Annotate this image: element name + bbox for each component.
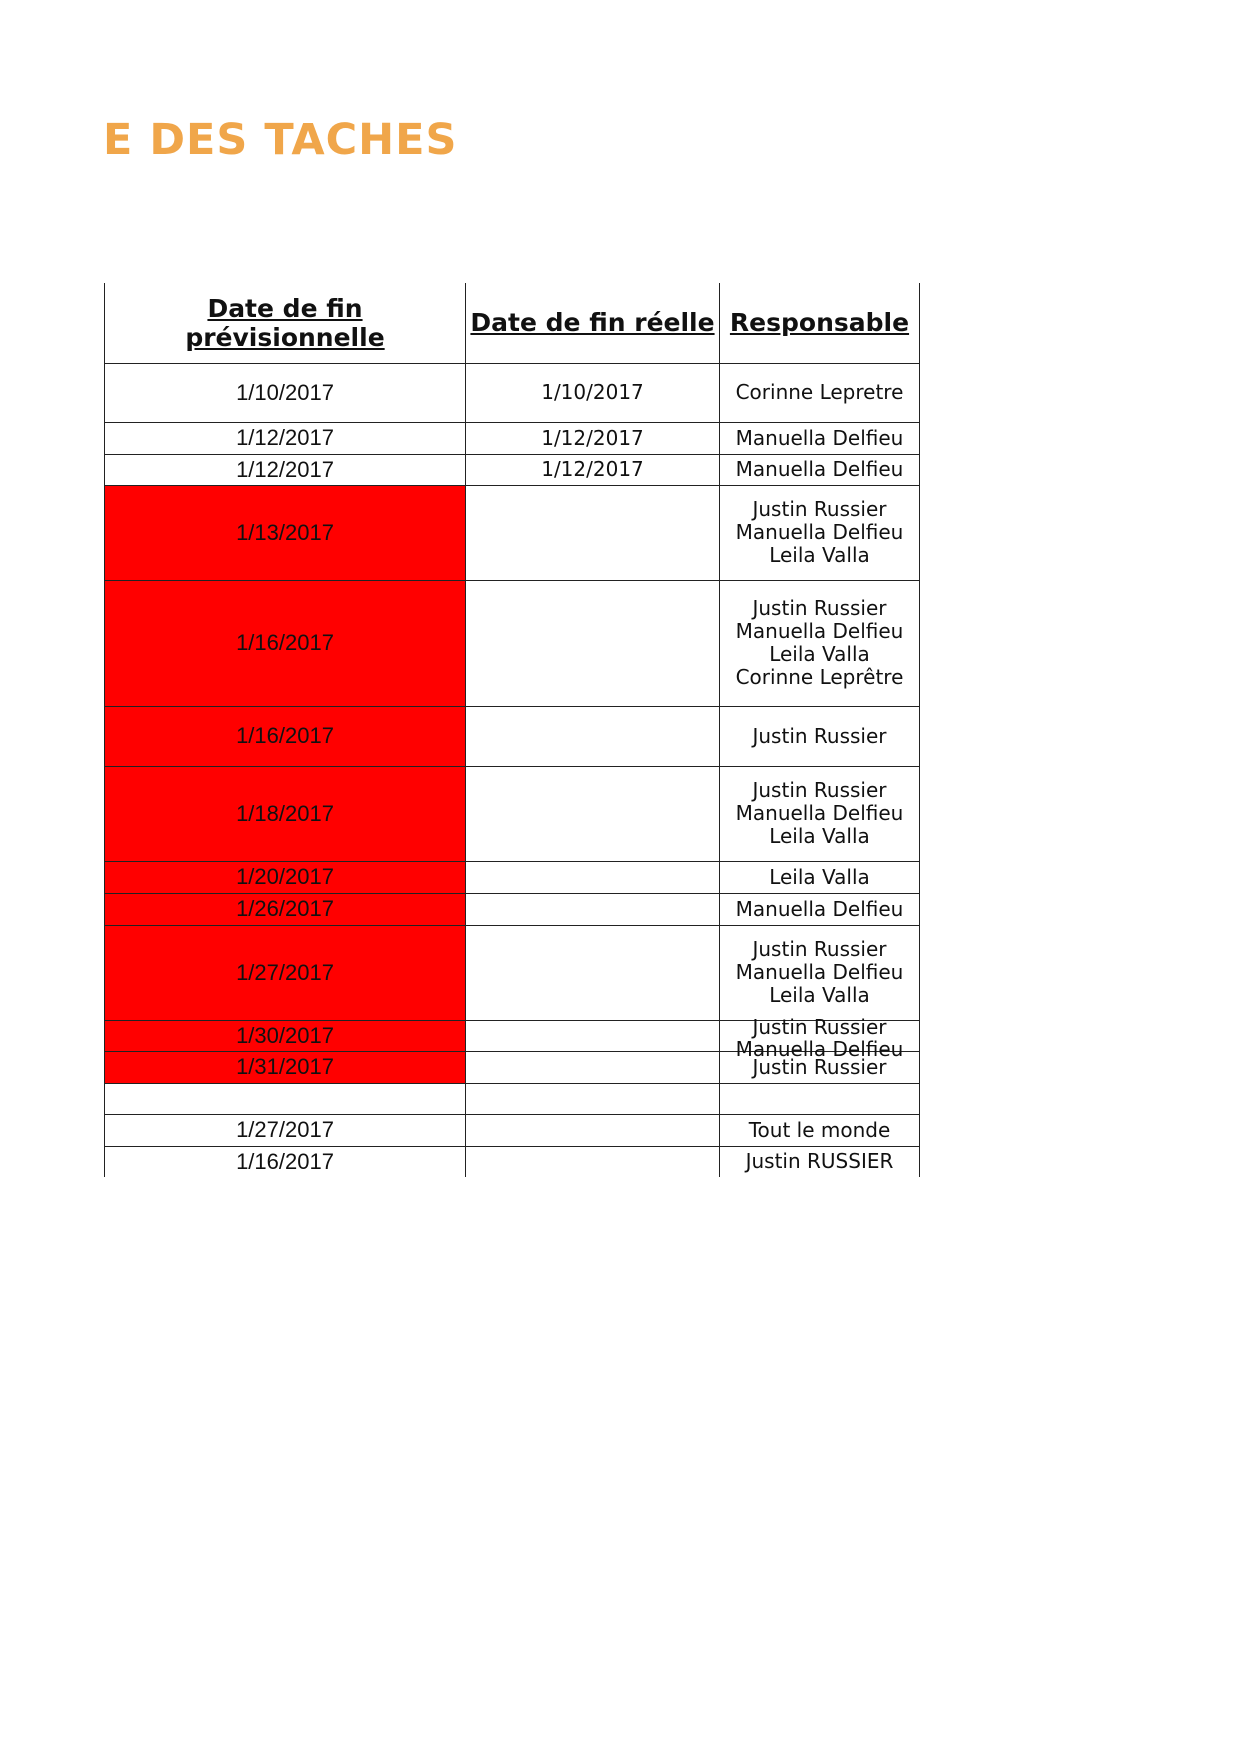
- responsible-cell: [720, 454, 920, 485]
- responsible-name: Justin Russier: [752, 723, 887, 748]
- table-row: [105, 925, 920, 1020]
- table-row: [105, 1114, 920, 1146]
- actual-end-cell: 1/12/2017: [466, 422, 720, 454]
- header-actual-end: Date de fin réelle: [466, 283, 720, 363]
- responsible-list: [720, 458, 919, 481]
- table-row: [105, 861, 920, 893]
- responsible-name: Justin RUSSIER: [745, 1149, 894, 1174]
- table-row: [105, 485, 920, 580]
- responsible-name: Corinne Lepretre: [735, 380, 904, 404]
- table-row: [105, 454, 920, 485]
- table-row: [105, 893, 920, 925]
- responsible-cell: [720, 363, 920, 422]
- planned-end-cell: 1/16/2017: [105, 1146, 466, 1177]
- header-responsible: Responsable: [720, 283, 920, 363]
- responsible-name: Manuella Delfieu: [735, 619, 904, 643]
- responsible-cell: [720, 422, 920, 454]
- responsible-cell: [720, 706, 920, 766]
- responsible-list: [720, 898, 919, 921]
- actual-end-cell: [466, 580, 720, 706]
- table-header-row: [105, 283, 920, 363]
- responsible-name: Justin Russier: [752, 778, 887, 802]
- planned-end-cell: 1/20/2017: [105, 861, 466, 893]
- responsible-name: Leila Valla: [769, 824, 870, 848]
- responsible-list: [720, 1150, 919, 1173]
- table-row: [105, 1020, 920, 1051]
- responsible-list: [720, 779, 919, 848]
- table-row: [105, 1146, 920, 1177]
- responsible-list: [720, 938, 919, 1007]
- responsible-name: Justin Russier: [752, 497, 887, 521]
- actual-end-cell: [466, 1083, 720, 1114]
- responsible-list: [720, 1119, 919, 1142]
- tasks-table: [104, 283, 920, 1177]
- responsible-cell: [720, 766, 920, 861]
- responsible-name: Manuella Delfieu: [735, 425, 904, 450]
- planned-end-cell: 1/31/2017: [105, 1051, 466, 1083]
- planned-end-cell: 1/18/2017: [105, 766, 466, 861]
- actual-end-cell: 1/12/2017: [466, 454, 720, 485]
- responsible-cell: [720, 893, 920, 925]
- planned-end-cell: 1/13/2017: [105, 485, 466, 580]
- responsible-list: [720, 498, 919, 567]
- responsible-name: Manuella Delfieu: [735, 960, 904, 984]
- table-row: [105, 422, 920, 454]
- responsible-name: Manuella Delfieu: [735, 457, 904, 481]
- planned-end-cell: [105, 1083, 466, 1114]
- planned-end-cell: 1/30/2017: [105, 1020, 466, 1051]
- responsible-list: [720, 725, 919, 748]
- table-row: [105, 363, 920, 422]
- responsible-cell: [720, 1146, 920, 1177]
- responsible-name: Manuella Delfieu: [735, 896, 904, 921]
- table-row: [105, 706, 920, 766]
- actual-end-cell: 1/10/2017: [466, 363, 720, 422]
- table-row: [105, 1051, 920, 1083]
- planned-end-cell: 1/12/2017: [105, 454, 466, 485]
- planned-end-cell: 1/16/2017: [105, 580, 466, 706]
- responsible-cell: [720, 925, 920, 1020]
- responsible-list: [720, 866, 919, 889]
- responsible-list: [720, 427, 919, 450]
- page-title: E DES TACHES: [103, 115, 458, 165]
- actual-end-cell: [466, 1114, 720, 1146]
- planned-end-cell: 1/26/2017: [105, 893, 466, 925]
- actual-end-cell: [466, 485, 720, 580]
- responsible-name: Leila Valla: [769, 543, 870, 567]
- actual-end-cell: [466, 766, 720, 861]
- responsible-list: [720, 1014, 919, 1061]
- planned-end-cell: 1/10/2017: [105, 363, 466, 422]
- responsible-name: Leila Valla: [769, 642, 870, 666]
- planned-end-cell: 1/27/2017: [105, 1114, 466, 1146]
- responsible-name: Manuella Delfieu: [735, 1036, 904, 1061]
- responsible-cell: [720, 580, 920, 706]
- actual-end-cell: [466, 1146, 720, 1177]
- table-row: [105, 766, 920, 861]
- responsible-name: Leila Valla: [769, 864, 870, 889]
- table-row: [105, 580, 920, 706]
- planned-end-cell: 1/12/2017: [105, 422, 466, 454]
- responsible-name: Justin Russier: [752, 1014, 887, 1039]
- actual-end-cell: [466, 861, 720, 893]
- actual-end-cell: [466, 706, 720, 766]
- responsible-name: Leila Valla: [769, 983, 870, 1007]
- responsible-name: Justin Russier: [752, 1054, 887, 1079]
- planned-end-cell: 1/16/2017: [105, 706, 466, 766]
- actual-end-cell: [466, 925, 720, 1020]
- actual-end-cell: [466, 1020, 720, 1051]
- actual-end-cell: [466, 1051, 720, 1083]
- table-body: [105, 363, 920, 1177]
- header-planned-end: Date de fin prévisionnelle: [105, 283, 466, 363]
- responsible-list: [720, 381, 919, 404]
- planned-end-cell: 1/27/2017: [105, 925, 466, 1020]
- responsible-name: Tout le monde: [748, 1117, 891, 1142]
- responsible-cell: [720, 861, 920, 893]
- responsible-list: [720, 597, 919, 689]
- responsible-name: Justin Russier: [752, 596, 887, 620]
- responsible-cell: [720, 1114, 920, 1146]
- responsible-cell: [720, 485, 920, 580]
- responsible-name: Manuella Delfieu: [735, 520, 904, 544]
- responsible-name: Justin Russier: [752, 937, 887, 961]
- responsible-cell: [720, 1083, 920, 1114]
- responsible-name: Corinne Leprêtre: [735, 665, 904, 689]
- responsible-cell: [720, 1014, 920, 1061]
- actual-end-cell: [466, 893, 720, 925]
- table-row: [105, 1083, 920, 1114]
- responsible-name: Manuella Delfieu: [735, 801, 904, 825]
